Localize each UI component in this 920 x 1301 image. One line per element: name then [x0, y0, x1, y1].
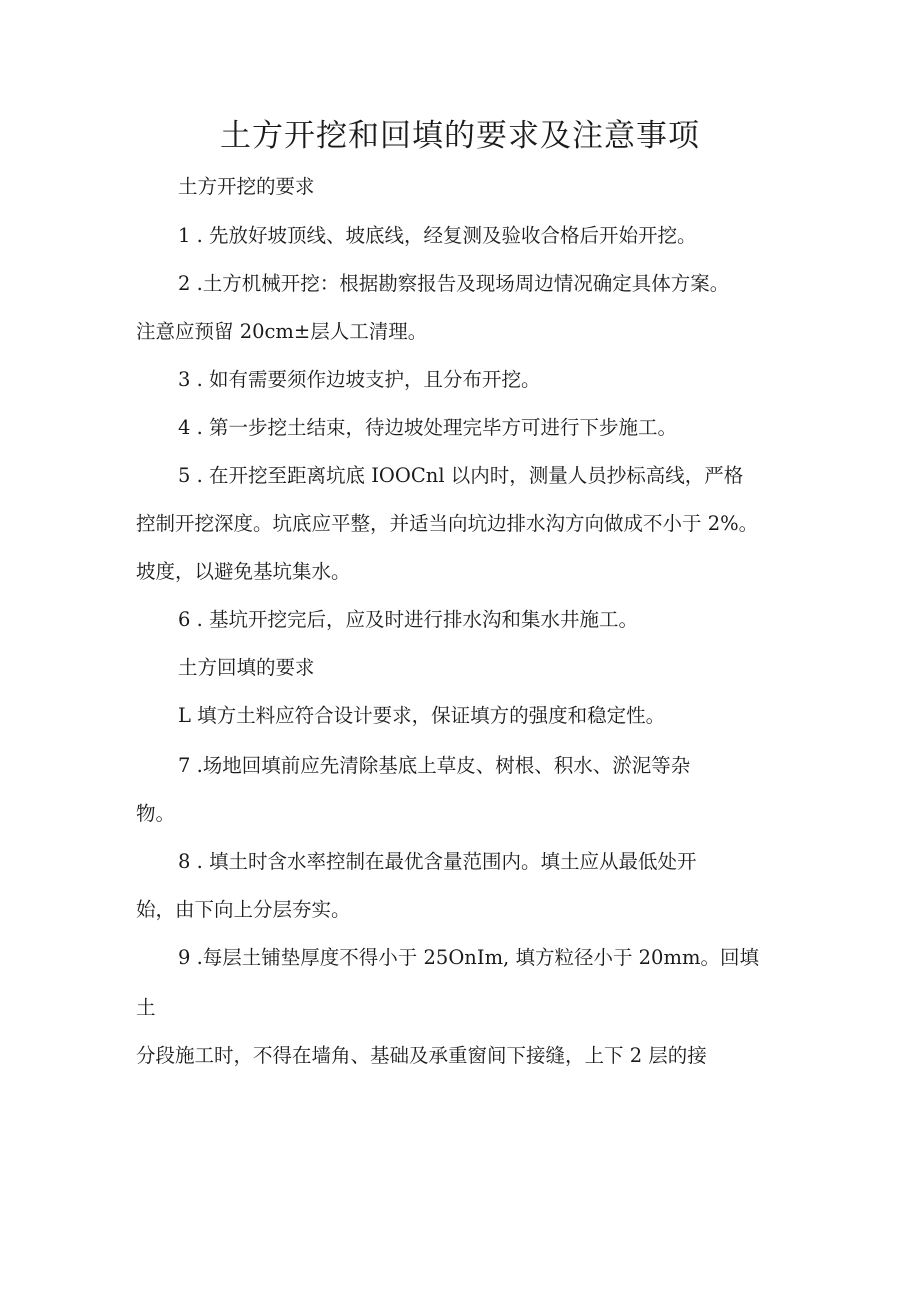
document-title: 土方开挖和回填的要求及注意事项 — [220, 118, 700, 154]
paragraph-line: 5 . 在开挖至距离坑底 IOOCnl 以内时，测量人员抄标高线，严格 — [178, 464, 744, 487]
paragraph-line: 1 . 先放好坡顶线、坡底线，经复测及验收合格后开始开挖。 — [178, 224, 697, 247]
paragraph-line: 8 . 填土时含水率控制在最优含量范围内。填土应从最低处开 — [178, 850, 697, 873]
paragraph-line: 控制开挖深度。坑底应平整，并适当向坑边排水沟方向做成不小于 2%。 — [136, 512, 759, 535]
paragraph-line: 注意应预留 20cm±层人工清理。 — [136, 320, 428, 343]
paragraph-line: 2 .土方机械开挖：根据勘察报告及现场周边情况确定具体方案。 — [178, 272, 730, 295]
paragraph-line: 4 . 第一步挖土结束，待边坡处理完毕方可进行下步施工。 — [178, 416, 678, 439]
paragraph-line: 7 .场地回填前应先清除基底上草皮、树根、积水、淤泥等杂 — [178, 754, 691, 777]
paragraph-line: 9 .每层土铺垫厚度不得小于 25OnIm, 填方粒径小于 20mm。回填 — [178, 946, 759, 969]
paragraph-line: 始，由下向上分层夯实。 — [136, 898, 351, 921]
paragraph-line: 分段施工时，不得在墙角、基础及承重窗间下接缝，上下 2 层的接 — [136, 1044, 707, 1067]
paragraph-line: 坡度，以避免基坑集水。 — [136, 560, 351, 583]
paragraph-line: L 填方土料应符合设计要求，保证填方的强度和稳定性。 — [178, 704, 666, 727]
section-heading-backfill: 土方回填的要求 — [178, 656, 315, 679]
paragraph-line: 3 . 如有需要须作边坡支护，且分布开挖。 — [178, 368, 541, 391]
paragraph-line: 土 — [136, 996, 156, 1019]
paragraph-line: 6 . 基坑开挖完后，应及时进行排水沟和集水井施工。 — [178, 608, 639, 631]
section-heading-excavation: 土方开挖的要求 — [178, 175, 315, 198]
paragraph-line: 物。 — [136, 802, 176, 825]
